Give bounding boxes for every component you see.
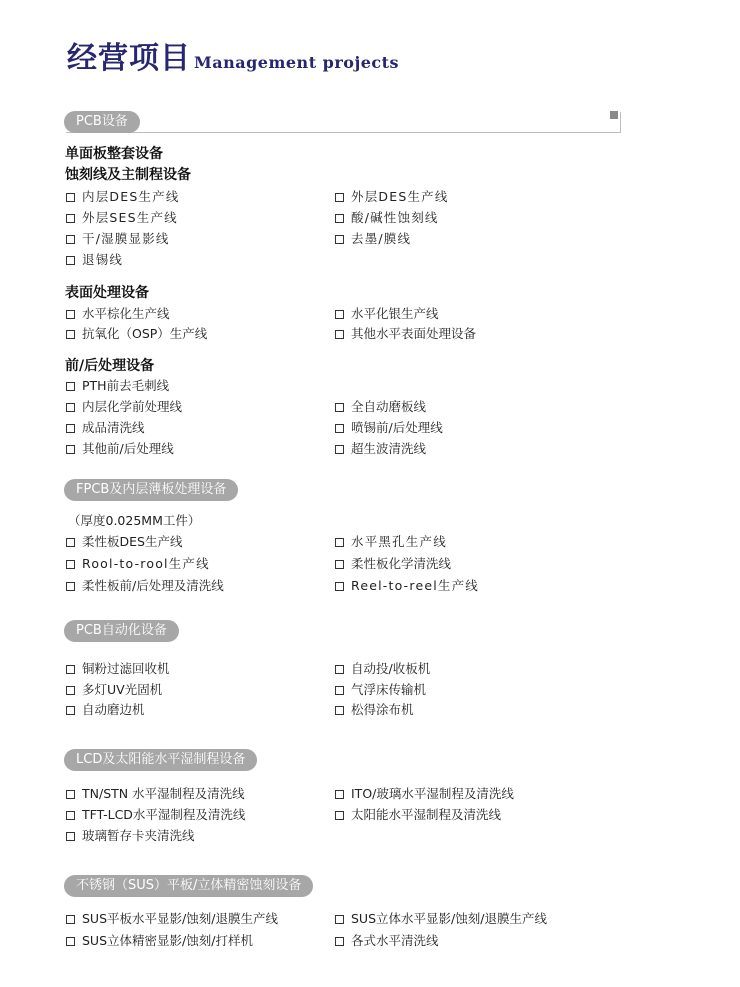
- checklist-item: [66, 534, 182, 550]
- checkbox[interactable]: [66, 214, 75, 223]
- checkbox[interactable]: [335, 706, 344, 715]
- checklist-item: [66, 807, 245, 823]
- checkbox[interactable]: [66, 706, 75, 715]
- checklist-item: [66, 682, 162, 698]
- checkbox[interactable]: [66, 915, 75, 924]
- item-label: Rool-to-rool生产线: [82, 556, 210, 571]
- group-heading: 表面处理设备: [65, 285, 149, 301]
- item-label: 外层DES生产线: [351, 189, 449, 204]
- checklist-item: [335, 661, 430, 677]
- page-title: 经营项目: [67, 41, 191, 76]
- checklist-item: [335, 911, 547, 927]
- section-divider: [66, 132, 621, 133]
- checkbox[interactable]: [335, 811, 344, 820]
- section-label-pcb: PCB设备: [64, 111, 140, 133]
- item-label: SUS立体精密显影/蚀刻/打样机: [82, 933, 253, 948]
- item-label: 柔性板化学清洗线: [351, 556, 452, 571]
- item-label: 自动磨边机: [82, 702, 145, 717]
- checklist-item: [335, 933, 439, 949]
- checklist-item: [335, 786, 514, 802]
- checkbox[interactable]: [66, 403, 75, 412]
- checklist-item: [66, 911, 278, 927]
- checklist-item: [335, 306, 439, 322]
- item-label: 各式水平清洗线: [351, 933, 439, 948]
- checkbox[interactable]: [335, 937, 344, 946]
- checkbox[interactable]: [66, 235, 75, 244]
- item-label: 水平化银生产线: [351, 306, 439, 321]
- checkbox[interactable]: [335, 330, 344, 339]
- item-label: 内层化学前处理线: [82, 399, 183, 414]
- checklist-item: [335, 189, 449, 205]
- checkbox[interactable]: [335, 665, 344, 674]
- checkbox[interactable]: [335, 582, 344, 591]
- checkbox[interactable]: [335, 310, 344, 319]
- checkbox[interactable]: [66, 193, 75, 202]
- checkbox[interactable]: [335, 915, 344, 924]
- checklist-item: [66, 189, 180, 205]
- group-heading: 单面板整套设备: [65, 146, 163, 162]
- checklist-item: [66, 210, 178, 226]
- checklist-item: [335, 441, 426, 457]
- item-label: 退锡线: [82, 252, 124, 267]
- item-label: 外层SES生产线: [82, 210, 178, 225]
- checkbox[interactable]: [66, 310, 75, 319]
- checkbox[interactable]: [335, 424, 344, 433]
- item-label: 松得涂布机: [351, 702, 414, 717]
- item-label: SUS平板水平显影/蚀刻/退膜生产线: [82, 911, 278, 926]
- checklist-item: [66, 231, 170, 247]
- checklist-item: [66, 828, 195, 844]
- checkbox[interactable]: [335, 538, 344, 547]
- item-label: TN/STN 水平湿制程及清洗线: [82, 786, 245, 801]
- item-label: 玻璃暂存卡夹清洗线: [82, 828, 195, 843]
- item-label: 其他前/后处理线: [82, 441, 174, 456]
- checklist-item: [335, 682, 426, 698]
- item-label: 内层DES生产线: [82, 189, 180, 204]
- checkbox[interactable]: [66, 665, 75, 674]
- item-label: 柔性板前/后处理及清洗线: [82, 578, 224, 593]
- checklist-item: [335, 578, 479, 594]
- item-label: 柔性板DES生产线: [82, 534, 183, 549]
- checklist-item: [335, 534, 447, 550]
- checkbox[interactable]: [335, 686, 344, 695]
- checklist-item: [335, 807, 501, 823]
- item-label: 水平棕化生产线: [82, 306, 170, 321]
- checkbox[interactable]: [66, 382, 75, 391]
- checklist-item: [66, 326, 207, 342]
- checklist-item: [335, 210, 439, 226]
- checkbox[interactable]: [66, 790, 75, 799]
- checklist-item: [66, 556, 210, 572]
- item-label: 自动投/收板机: [351, 661, 431, 676]
- checkbox[interactable]: [335, 235, 344, 244]
- section-label-automation: PCB自动化设备: [64, 620, 179, 642]
- page-title-english: Management projects: [194, 53, 400, 72]
- checklist-item: [335, 231, 411, 247]
- checkbox[interactable]: [66, 811, 75, 820]
- checkbox[interactable]: [66, 686, 75, 695]
- checklist-item: [335, 556, 451, 572]
- checklist-item: [66, 399, 182, 415]
- item-label: 铜粉过滤回收机: [82, 661, 170, 676]
- checkbox[interactable]: [335, 214, 344, 223]
- checklist-item: [66, 933, 253, 949]
- checkbox[interactable]: [66, 256, 75, 265]
- frame-edge: [620, 112, 621, 133]
- checkbox[interactable]: [66, 424, 75, 433]
- item-label: 酸/碱性蚀刻线: [351, 210, 439, 225]
- checklist-item: [66, 702, 145, 718]
- item-label: TFT-LCD水平湿制程及清洗线: [82, 807, 246, 822]
- checkbox[interactable]: [66, 538, 75, 547]
- item-label: 抗氧化（OSP）生产线: [82, 326, 208, 341]
- checklist-item: [335, 399, 426, 415]
- checklist-item: [66, 306, 170, 322]
- item-label: 全自动磨板线: [351, 399, 427, 414]
- checklist-item: [335, 326, 476, 342]
- item-label: 其他水平表面处理设备: [351, 326, 477, 341]
- checklist-item: [66, 252, 123, 268]
- checkbox[interactable]: [66, 832, 75, 841]
- checkbox[interactable]: [335, 790, 344, 799]
- group-heading: 蚀刻线及主制程设备: [65, 167, 191, 183]
- group-heading: 前/后处理设备: [65, 358, 155, 374]
- checkbox[interactable]: [66, 330, 75, 339]
- checklist-item: [66, 578, 224, 594]
- item-label: PTH前去毛刺线: [82, 378, 170, 393]
- thickness-note: （厚度0.025MM工件）: [68, 513, 201, 528]
- checklist-item: [66, 661, 170, 677]
- checklist-item: [66, 420, 145, 436]
- item-label: 成品清洗线: [82, 420, 145, 435]
- item-label: 干/湿膜显影线: [82, 231, 170, 246]
- checklist-item: [335, 702, 414, 718]
- section-label-fpcb: FPCB及内层薄板处理设备: [64, 479, 238, 501]
- checklist-item: [335, 420, 443, 436]
- item-label: 太阳能水平湿制程及清洗线: [351, 807, 502, 822]
- section-label-lcd: LCD及太阳能水平湿制程设备: [64, 749, 257, 771]
- item-label: 水平黑孔生产线: [351, 534, 447, 549]
- checklist-item: [66, 378, 169, 394]
- item-label: 喷锡前/后处理线: [351, 420, 443, 435]
- item-label: 多灯UV光固机: [82, 682, 163, 697]
- checklist-item: [66, 441, 174, 457]
- checkbox[interactable]: [66, 445, 75, 454]
- checkbox[interactable]: [335, 560, 344, 569]
- corner-square-icon: [610, 111, 618, 119]
- item-label: 超生波清洗线: [351, 441, 427, 456]
- checkbox[interactable]: [335, 445, 344, 454]
- checkbox[interactable]: [66, 560, 75, 569]
- checkbox[interactable]: [66, 937, 75, 946]
- checkbox[interactable]: [66, 582, 75, 591]
- checkbox[interactable]: [335, 193, 344, 202]
- item-label: 去墨/膜线: [351, 231, 412, 246]
- section-label-sus: 不锈钢（SUS）平板/立体精密蚀刻设备: [64, 875, 313, 897]
- item-label: ITO/玻璃水平湿制程及清洗线: [351, 786, 514, 801]
- item-label: 气浮床传输机: [351, 682, 427, 697]
- checklist-item: [66, 786, 245, 802]
- checkbox[interactable]: [335, 403, 344, 412]
- item-label: Reel-to-reel生产线: [351, 578, 479, 593]
- item-label: SUS立体水平显影/蚀刻/退膜生产线: [351, 911, 547, 926]
